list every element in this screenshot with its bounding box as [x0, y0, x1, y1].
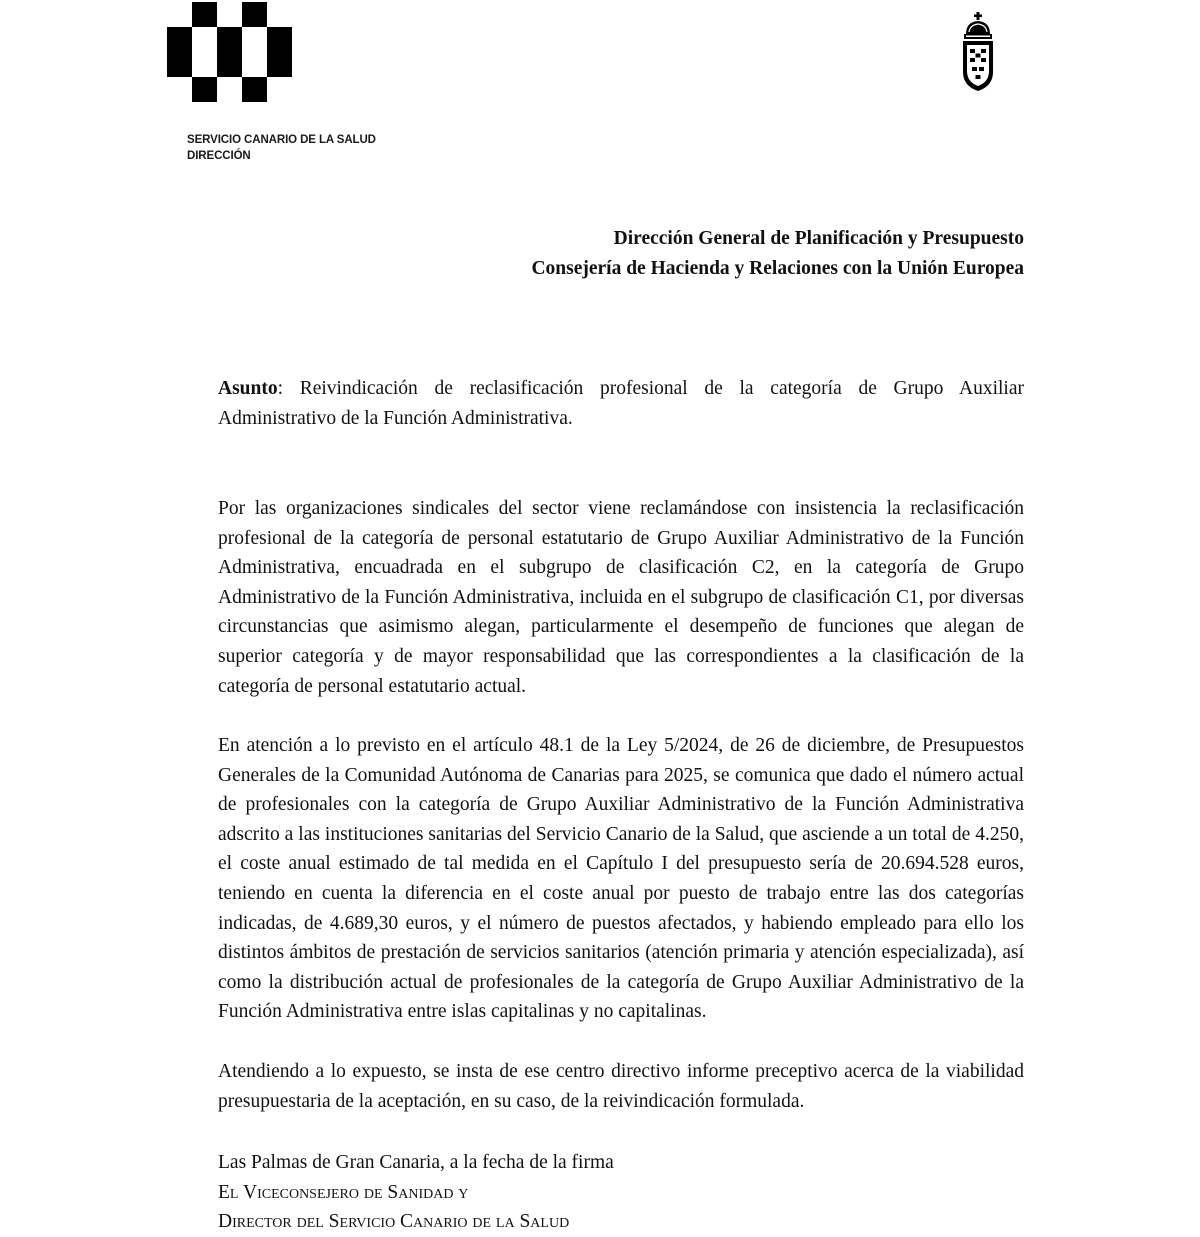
- body-paragraph-2: En atención a lo previsto en el artículo 48.1 de la Ley 5/2024, de 26 de diciembre, de Presupuestos Generales de la Comunidad Autónoma de Canarias para 2025, se comunica que dado el número actual de profesionales con la categoría de Grupo Auxiliar Administrativo de la Función Administrativa adscrito a las instituciones sanitarias del Servicio Canario de la Salud, que asciende a un total de 4.250, el coste anual estimado de tal medida en el Capítulo I del presupuesto sería de 20.694.528 euros, teniendo en cuenta la diferencia en el coste anual por puesto de trabajo entre las dos categorías indicadas, de 4.689,30 euros, y el número de puestos afectados, y habiendo empleado para ello los distintos ámbitos de prestación de servicios sanitarios (atención primaria y atención especializada), así como la distribución actual de profesionales de la categoría de Grupo Auxiliar Administrativo de la Función Administrativa entre islas capitalinas y no capitalinas.: [218, 735, 1024, 1023]
- signature-block: [218, 1148, 614, 1237]
- recipient-line-2: Consejería de Hacienda y Relaciones con la Unión Europea: [531, 258, 1024, 279]
- subject-label: Asunto: [218, 378, 278, 399]
- signature-place-date: Las Palmas de Gran Canaria, a la fecha de la firma: [218, 1152, 614, 1173]
- organization-unit: DIRECCIÓN: [187, 150, 251, 162]
- signature-title-line-2: Director del Servicio Canario de la Salud: [218, 1211, 570, 1232]
- subject-text: : Reivindicación de reclasificación profesional de la categoría de Grupo Auxiliar Administrativo de la Función Administrativa.: [218, 378, 1024, 429]
- checkered-cross-logo-icon: [167, 2, 292, 102]
- body-paragraph-1: Por las organizaciones sindicales del sector viene reclamándose con insistencia la reclasificación profesional de la categoría de personal estatutario de Grupo Auxiliar Administrativo de la Función Administrativa, encuadrada en el subgrupo de clasificación C2, en la categoría de Grupo Administrativo de la Función Administrativa, incluida en el subgrupo de clasificación C1, por diversas circunstancias que asimismo alegan, particularmente el desempeño de funciones que alegan de superior categoría y de mayor responsabilidad que las correspondientes a la clasificación de la categoría de personal estatutario actual.: [218, 498, 1024, 697]
- signature-title-line-1: El Viceconsejero de Sanidad y: [218, 1181, 469, 1203]
- body-paragraph-3: Atendiendo a lo expuesto, se insta de ese centro directivo informe preceptivo acerca de la viabilidad presupuestaria de la aceptación, en su caso, de la reivindicación formulada.: [218, 1061, 1024, 1112]
- recipient-line-1: Dirección General de Planificación y Presupuesto: [613, 228, 1024, 249]
- coat-of-arms-icon: [958, 12, 998, 92]
- recipient-block: [531, 224, 1024, 284]
- organization-header: [187, 132, 376, 164]
- organization-name: SERVICIO CANARIO DE LA SALUD: [187, 134, 376, 146]
- subject-line: [218, 374, 1024, 433]
